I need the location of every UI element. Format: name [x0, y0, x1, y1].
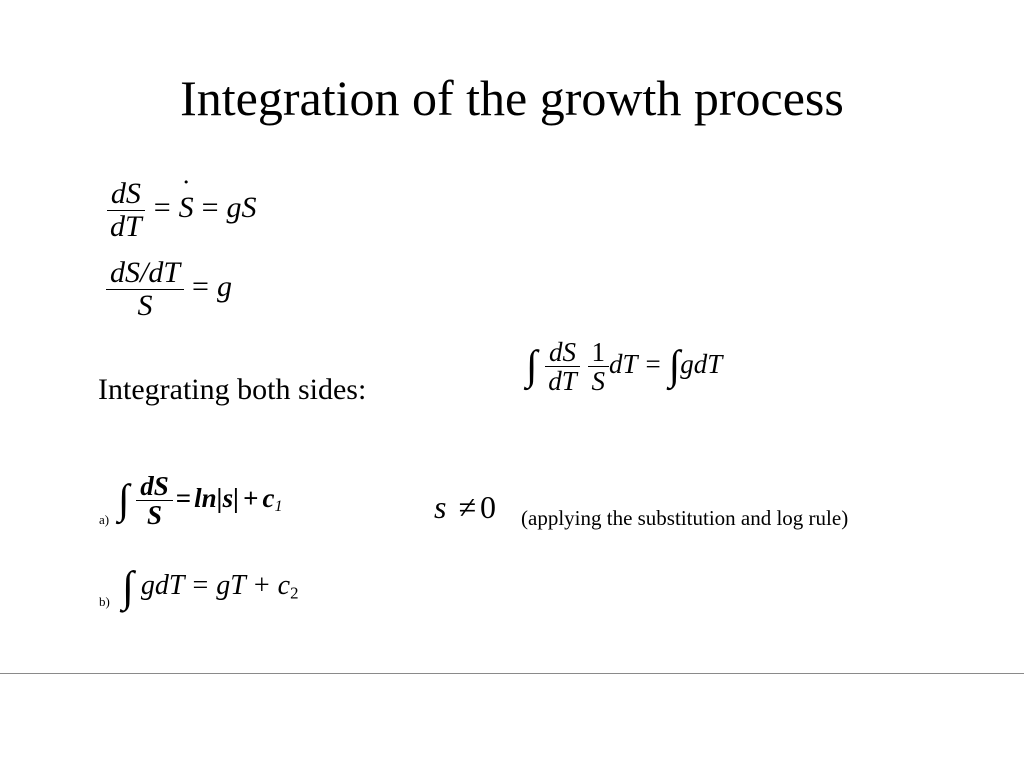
fraction-denominator: dT: [110, 209, 142, 243]
condition-s-nonzero: [434, 489, 496, 526]
rhs-g: g: [216, 269, 232, 303]
constant-subscript: 2: [290, 583, 299, 603]
fraction-numerator: 1: [588, 338, 610, 367]
integrand-gdt: gdT: [140, 570, 185, 602]
fraction-denominator: dT: [548, 366, 577, 397]
integral-sign: ∫: [118, 476, 130, 523]
fraction-denominator: S: [146, 500, 162, 531]
equals-sign: =: [645, 349, 661, 380]
constant-c: c: [262, 483, 275, 514]
fraction-ds-dt: [106, 178, 146, 242]
fraction-numerator: dS: [136, 472, 173, 501]
differential-dt: dT: [609, 349, 638, 380]
label-a: a): [99, 512, 110, 527]
s-dot: ˙ S: [179, 191, 194, 225]
integral-sign: ∫: [122, 563, 134, 611]
integral-sign: ∫: [526, 342, 538, 389]
equals-sign: =: [175, 483, 192, 514]
equation-integral-both-sides: [526, 338, 722, 396]
fraction-ratio: [106, 257, 184, 321]
equation-a: [118, 472, 283, 530]
fraction-ds-dt: [544, 338, 581, 396]
integrating-label: Integrating both sides:: [98, 373, 367, 406]
zero: 0: [480, 489, 497, 525]
equation-growth-rate: [106, 178, 257, 242]
integral-sign: ∫: [668, 342, 681, 389]
fraction-ds-s: [136, 472, 173, 530]
equals-sign: =: [192, 269, 209, 303]
equals-sign: =: [192, 570, 209, 602]
label-b: b): [99, 594, 110, 609]
equation-growth-rate-ratio: [106, 257, 232, 321]
fraction-numerator: dS: [107, 178, 145, 211]
equals-sign: =: [153, 190, 171, 224]
equals-sign: =: [201, 190, 219, 224]
variable-s: s: [434, 489, 447, 525]
not-equal-sign: ≠: [458, 489, 477, 525]
abs-s: |s|: [216, 483, 240, 514]
equation-b: [122, 563, 299, 611]
term-gt: gT: [216, 570, 246, 602]
note-substitution-log-rule: (applying the substitution and log rule): [521, 506, 849, 530]
plus-sign: +: [243, 483, 259, 514]
plus-sign: +: [253, 570, 270, 602]
fraction-denominator: S: [137, 288, 153, 322]
fraction-one-over-s: [588, 338, 610, 396]
slide-title: Integration of the growth process: [180, 70, 844, 126]
constant-subscript: 1: [274, 497, 283, 516]
constant-c: c: [277, 570, 291, 602]
ln-function: ln: [194, 483, 217, 514]
fraction-numerator: dS/dT: [106, 257, 184, 290]
rhs-gdt: gdT: [680, 349, 723, 380]
fraction-numerator: dS: [545, 338, 580, 367]
rhs-gs: gS: [226, 190, 257, 224]
footer-divider: [0, 673, 1024, 674]
fraction-denominator: S: [591, 366, 605, 397]
